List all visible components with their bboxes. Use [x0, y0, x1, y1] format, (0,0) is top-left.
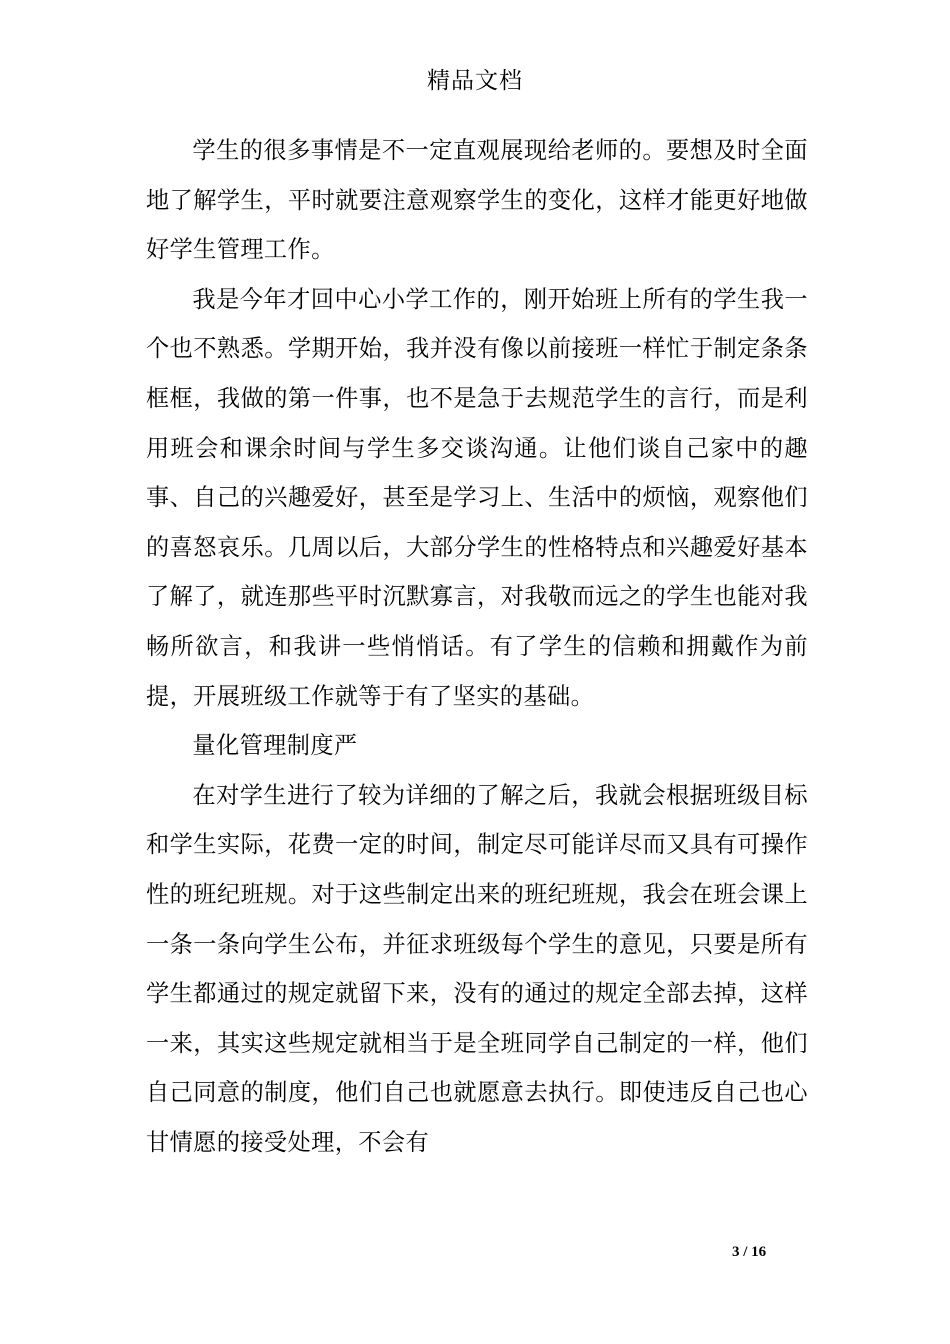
page-number: 3 / 16: [732, 1244, 767, 1260]
section-heading-quantified-management: 量化管理制度严: [192, 732, 358, 760]
document-body: [146, 126, 808, 1167]
paragraph-know-students: 我是今年才回中心小学工作的，刚开始班上所有的学生我一个也不熟悉。学期开始，我并没有像以前接班一样忙于制定条条框框，我做的第一件事，也不是急于去规范学生的言行，而是利用班会和课余时间与学生多交谈沟通。让他们谈自己家中的趣事、自己的兴趣爱好，甚至是学习上、生活中的烦恼，观察他们的喜怒哀乐。几周以后，大部分学生的性格特点和兴趣爱好基本了解了，就连那些平时沉默寡言，对我敬而远之的学生也能对我畅所欲言，和我讲一些悄悄话。有了学生的信赖和拥戴作为前提，开展班级工作就等于有了坚实的基础。: [146, 285, 808, 710]
page-header-title: 精品文档: [427, 68, 523, 94]
paragraph-observe-students: 学生的很多事情是不一定直观展现给老师的。要想及时全面地了解学生，平时就要注意观察学生的变化，这样才能更好地做好学生管理工作。: [146, 137, 808, 264]
paragraph-class-rules: 在对学生进行了较为详细的了解之后，我就会根据班级目标和学生实际，花费一定的时间，制定尽可能详尽而又具有可操作性的班纪班规。对于这些制定出来的班纪班规，我会在班会课上一条一条向学生公布，并征求班级每个学生的意见，只要是所有学生都通过的规定就留下来，没有的通过的规定全部去掉，这样一来，其实这些规定就相当于是全班同学自己制定的一样，他们自己同意的制度，他们自己也就愿意去执行。即使违反自己也心甘情愿的接受处理，不会有: [146, 781, 808, 1156]
